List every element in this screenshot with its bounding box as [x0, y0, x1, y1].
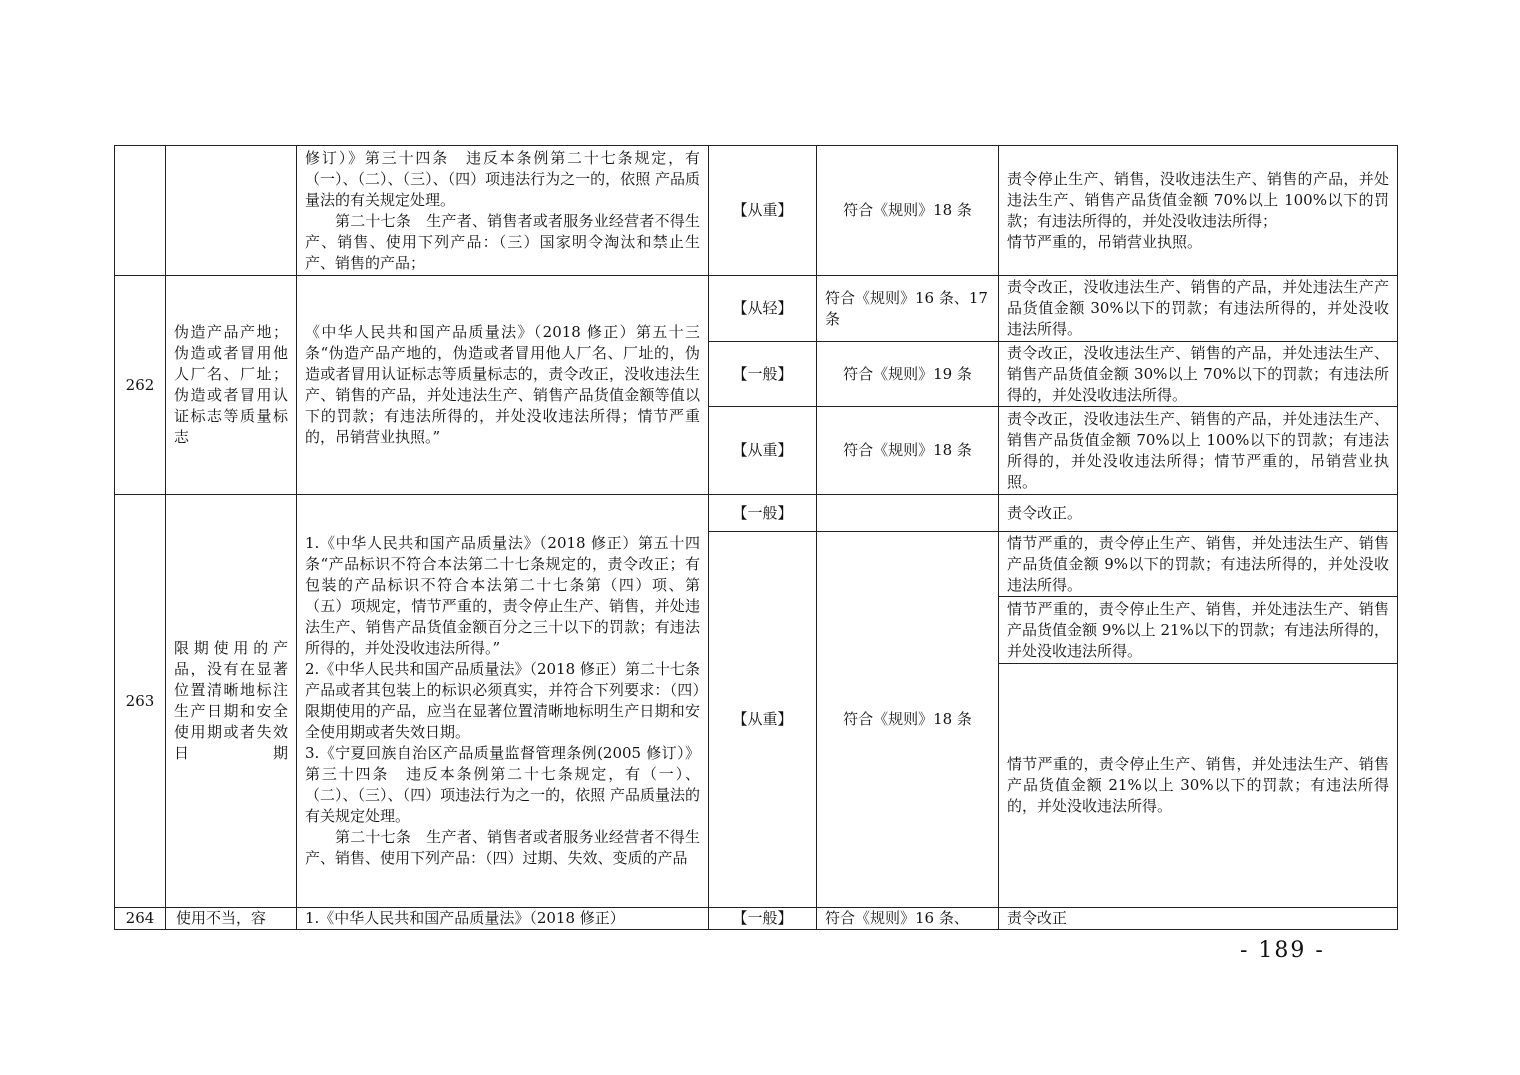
violation-name-cell: [166, 146, 297, 276]
table-row: [115, 146, 1398, 276]
applicable-condition: 符合《规则》16 条、17 条: [817, 276, 999, 342]
legal-basis: 1.《中华人民共和国产品质量法》（2018 修正）: [297, 908, 709, 930]
penalty-standard: 情节严重的，责令停止生产、销售，并处违法生产、销售产品货值金额 9%以下的罚款；有违法所得的，并处没收违法所得。: [999, 532, 1398, 597]
discretion-level: 【从重】: [709, 407, 817, 495]
table-row: [115, 276, 1398, 342]
applicable-condition: 符合《规则》18 条: [817, 532, 999, 908]
penalty-text: 责令停止生产、销售，没收违法生产、销售的产品，并处违法生产、销售产品货值金额 70%以上 100%以下的罚款；有违法所得的，并处没收违法所得； 情节严重的，吊销营业执照。: [1007, 169, 1389, 251]
legal-basis-cell: [297, 146, 709, 276]
legal-basis-text: 第二十七条 生产者、销售者或者服务业经营者不得生产、销售、使用下列产品：（三）国家明令淘汰和禁止生产、销售的产品；: [305, 211, 700, 272]
legal-basis-text: 第二十七条 生产者、销售者或者服务业经营者不得生产、销售、使用下列产品：（四）过期、失效、变质的产品: [305, 828, 700, 867]
penalty-standard: 责令改正，没收违法生产、销售的产品，并处违法生产、销售产品货值金额 70%以上 100%以下的罚款；有违法所得的，并处没收违法所得；情节严重的，吊销营业执照。: [999, 407, 1398, 495]
penalty-standard: 责令改正: [999, 908, 1398, 930]
penalty-standard: 责令改正，没收违法生产、销售的产品，并处违法生产产品货值金额 30%以下的罚款；有违法所得的，并处没收违法所得。: [999, 276, 1398, 342]
violation-name: 使用不当，容: [166, 908, 297, 930]
row-number: 262: [115, 276, 166, 495]
discretion-level: 【从重】: [709, 146, 817, 276]
applicable-condition: 符合《规则》18 条: [817, 407, 999, 495]
legal-basis-text: 2.《中华人民共和国产品质量法》（2018 修正）第二十七条 产品或者其包装上的标识必须真实，并符合下列要求：（四）限期使用的产品，应当在显著位置清晰地标明生产日期和安全使用期或者失效日期。: [305, 660, 716, 741]
applicable-condition: [817, 495, 999, 532]
discretion-level: 【一般】: [709, 495, 817, 532]
legal-basis-cell: [297, 495, 716, 908]
row-number-cell: [115, 146, 166, 276]
violation-name: 伪造产品产地；伪造或者冒用他人厂名、厂址；伪造或者冒用认证标志等质量标志: [166, 276, 297, 495]
penalty-table: [114, 145, 1398, 930]
legal-basis-text: 3.《宁夏回族自治区产品质量监督管理条例(2005 修订）》第三十四条 违反本条例第二十七条规定，有（一）、（二）、（三）、（四）项违法行为之一的，依照 产品质量法的有关规定处理。: [305, 744, 700, 825]
discretion-level: 【从轻】: [709, 276, 817, 342]
applicable-condition: 符合《规则》19 条: [817, 342, 999, 407]
row-number: 264: [115, 908, 166, 930]
row-number: 263: [115, 495, 166, 908]
discretion-level: 【一般】: [709, 908, 817, 930]
penalty-standard: 责令改正。: [999, 495, 1398, 532]
applicable-condition: 符合《规则》18 条: [817, 146, 999, 276]
legal-basis-text: 1.《中华人民共和国产品质量法》（2018 修正）第五十四条“产品标识不符合本法第二十七条规定的，责令改正；有包装的产品标识不符合本法第二十七条第（四）项、第（五）项规定，情节严重的，责令停止生产、销售，并处违法生产、销售产品货值金额百分之三十以下的罚款；有违法所得的，并处没收违法所得。”: [305, 534, 700, 657]
legal-basis: 《中华人民共和国产品质量法》（2018 修正）第五十三条“伪造产品产地的，伪造或者冒用他人厂名、厂址的，伪造或者冒用认证标志等质量标志的，责令改正，没收违法生产、销售的产品，并处违法生产、销售产品货值金额等值以下的罚款；有违法所得的，并处没收违法所得；情节严重的，吊销营业执照。”: [297, 276, 709, 495]
table-row: [115, 495, 1398, 532]
legal-basis-text: 修订）》第三十四条 违反本条例第二十七条规定，有（一）、（二）、（三）、（四）项违法行为之一的，依照 产品质量法的有关规定处理。: [305, 148, 700, 209]
penalty-standard: [999, 146, 1398, 276]
discretion-level: 【从重】: [709, 532, 817, 908]
discretion-level: 【一般】: [709, 342, 817, 407]
penalty-standard: 情节严重的，责令停止生产、销售，并处违法生产、销售产品货值金额 21%以上 30%以下的罚款；有违法所得的，并处没收违法所得。: [999, 664, 1398, 908]
violation-name: 限期使用的产品，没有在显著位置清晰地标注生产日期和安全使用期或者失效日期: [166, 495, 297, 908]
table-row: [115, 908, 1398, 930]
penalty-standard: 情节严重的，责令停止生产、销售，并处违法生产、销售产品货值金额 9%以上 21%以下的罚款；有违法所得的，并处没收违法所得。: [999, 597, 1398, 664]
applicable-condition: 符合《规则》16 条、: [817, 908, 999, 930]
penalty-standard: 责令改正，没收违法生产、销售的产品，并处违法生产、销售产品货值金额 30%以上 70%以下的罚款；有违法所得的，并处没收违法所得。: [999, 342, 1398, 407]
page-number: - 189 -: [1240, 938, 1325, 963]
